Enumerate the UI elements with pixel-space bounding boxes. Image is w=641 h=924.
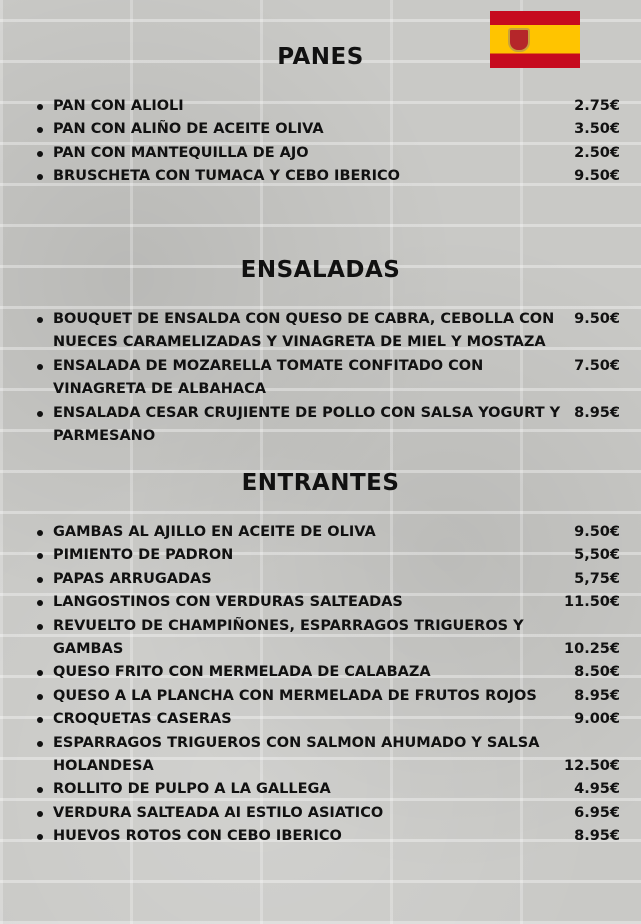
menu-item: [34, 95, 620, 118]
item-price: 12.50€: [564, 758, 620, 775]
menu-item: [34, 402, 620, 449]
menu-list-ensaladas: [34, 308, 620, 448]
item-name: REVUELTO DE CHAMPIÑONES, ESPARRAGOS TRIGUEROS Y GAMBAS: [53, 617, 524, 658]
item-name: ESPARRAGOS TRIGUEROS CON SALMON AHUMADO Y SALSA HOLANDESA: [53, 734, 540, 775]
section-title-panes: PANES: [277, 44, 364, 70]
menu-item: [34, 802, 620, 825]
item-price: 8.95€: [574, 404, 620, 421]
item-price: 4.95€: [574, 781, 620, 798]
item-name: QUESO FRITO CON MERMELADA DE CALABAZA: [53, 664, 431, 681]
menu-item: [34, 568, 620, 591]
menu-item: [34, 355, 620, 402]
item-price: 2.75€: [574, 98, 620, 114]
item-name: BOUQUET DE ENSALDA CON QUESO DE CABRA, CEBOLLA CON NUECES CARAMELIZADAS Y VINAGRETA DE MIEL Y MOSTAZA: [53, 311, 555, 351]
item-price: 5,75€: [574, 570, 620, 587]
menu-item: [34, 308, 620, 355]
item-name: PAN CON ALIOLI: [53, 98, 184, 114]
item-name: QUESO A LA PLANCHA CON MERMELADA DE FRUTOS ROJOS: [53, 687, 537, 704]
item-price: 3.50€: [574, 121, 620, 138]
item-name: PIMIENTO DE PADRON: [53, 547, 234, 564]
menu-item: [34, 708, 620, 731]
item-price: 10.25€: [564, 641, 620, 658]
section-title-ensaladas: ENSALADAS: [240, 257, 401, 283]
section-title-entrantes: ENTRANTES: [241, 470, 400, 496]
item-price: 9.50€: [574, 524, 620, 540]
item-price: 11.50€: [564, 594, 620, 611]
item-price: 9.00€: [574, 711, 620, 728]
item-price: 8.95€: [574, 828, 620, 845]
item-name: GAMBAS AL AJILLO EN ACEITE DE OLIVA: [53, 524, 376, 540]
menu-item: [34, 825, 620, 848]
item-name: PAPAS ARRUGADAS: [53, 570, 212, 587]
item-price: 9.50€: [574, 168, 620, 185]
item-name: CROQUETAS CASERAS: [53, 711, 232, 728]
menu-item: [34, 615, 620, 662]
menu-item: [34, 521, 620, 544]
item-name: PAN CON MANTEQUILLA DE AJO: [53, 144, 309, 161]
item-name: ENSALADA CESAR CRUJIENTE DE POLLO CON SALSA YOGURT Y PARMESANO: [53, 404, 561, 445]
item-name: HUEVOS ROTOS CON CEBO IBERICO: [53, 828, 342, 845]
item-name: PAN CON ALIÑO DE ACEITE OLIVA: [53, 121, 324, 138]
item-name: ROLLITO DE PULPO A LA GALLEGA: [53, 781, 331, 798]
item-name: ENSALADA DE MOZARELLA TOMATE CONFITADO CON VINAGRETA DE ALBAHACA: [53, 357, 484, 398]
item-name: LANGOSTINOS CON VERDURAS SALTEADAS: [53, 594, 403, 611]
menu-item: [34, 778, 620, 801]
menu-item: [34, 165, 620, 188]
menu-list-panes: [34, 95, 620, 189]
menu-item: [34, 591, 620, 614]
item-price: 2.50€: [574, 144, 620, 161]
menu-item: [34, 544, 620, 567]
menu-item: [34, 142, 620, 165]
item-name: VERDURA SALTEADA AI ESTILO ASIATICO: [53, 804, 384, 821]
item-price: 6.95€: [574, 804, 620, 821]
menu-item: [34, 661, 620, 684]
item-price: 7.50€: [574, 357, 620, 374]
menu-item: [34, 685, 620, 708]
item-price: 8.50€: [574, 664, 620, 681]
item-price: 8.95€: [574, 687, 620, 704]
menu-item: [34, 118, 620, 141]
menu-item: [34, 732, 620, 779]
menu-list-entrantes: [34, 521, 620, 849]
item-price: 9.50€: [574, 311, 620, 327]
item-price: 5,50€: [574, 547, 620, 564]
item-name: BRUSCHETA CON TUMACA Y CEBO IBERICO: [53, 168, 400, 185]
